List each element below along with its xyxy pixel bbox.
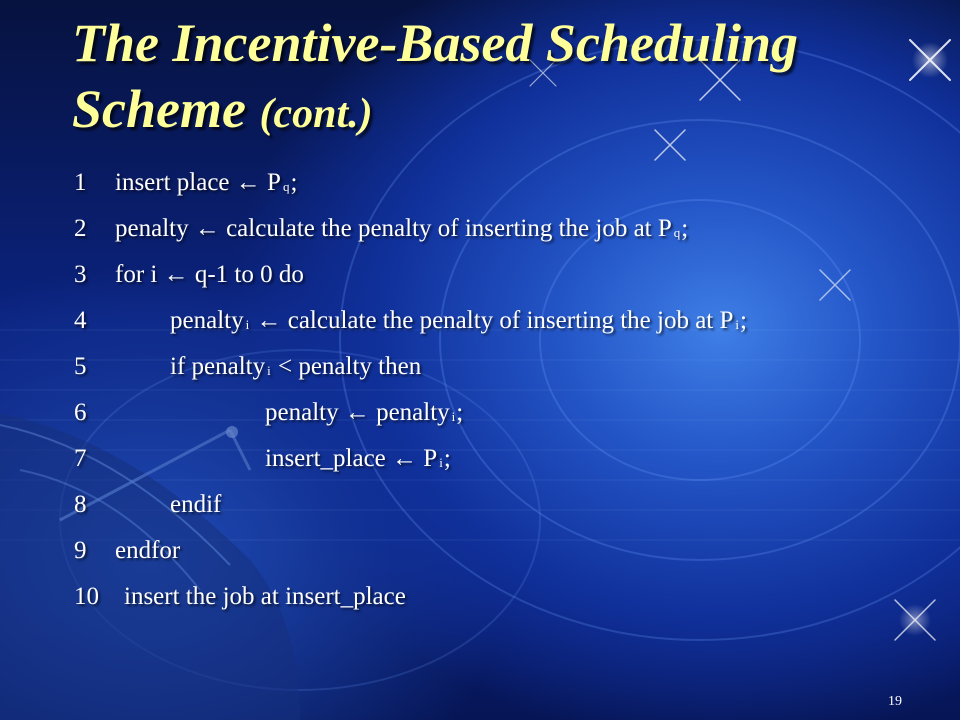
line-number: 6 xyxy=(74,399,87,426)
code-line xyxy=(0,392,960,434)
code-line xyxy=(0,208,960,250)
line-text: penalty ← calculate the penalty of inserting the job at P q; xyxy=(115,215,689,242)
code-line xyxy=(0,346,960,388)
line-number: 7 xyxy=(74,445,87,472)
code-line xyxy=(0,484,960,526)
line-number: 3 xyxy=(74,261,87,288)
line-text: penalty ← penalty i; xyxy=(265,399,464,426)
line-number: 2 xyxy=(74,215,87,242)
code-line xyxy=(0,300,960,342)
line-text: insert_place ← P i; xyxy=(265,445,451,472)
code-line xyxy=(0,576,960,618)
code-line xyxy=(0,438,960,480)
line-number: 9 xyxy=(74,537,87,564)
code-line xyxy=(0,530,960,572)
code-line xyxy=(0,162,960,204)
line-text: endfor xyxy=(115,537,181,564)
line-text: endif xyxy=(170,491,222,518)
line-number: 10 xyxy=(74,583,99,610)
line-text: for i ← q-1 to 0 do xyxy=(115,261,304,288)
line-number: 4 xyxy=(74,307,87,334)
line-number: 5 xyxy=(74,353,87,380)
line-text: if penalty i < penalty then xyxy=(170,353,422,380)
slide-title xyxy=(72,10,942,147)
line-text: penalty i ← calculate the penalty of inserting the job at P i; xyxy=(170,307,747,334)
slide-title-suffix: (cont.) xyxy=(259,91,373,137)
line-number: 1 xyxy=(74,169,87,196)
slide-title-main: The Incentive-Based Scheduling Scheme xyxy=(72,13,798,139)
line-text: insert place ← P q; xyxy=(115,169,298,196)
code-line xyxy=(0,254,960,296)
line-text: insert the job at insert_place xyxy=(124,583,406,610)
page-number: 19 xyxy=(888,694,902,709)
line-number: 8 xyxy=(74,491,87,518)
